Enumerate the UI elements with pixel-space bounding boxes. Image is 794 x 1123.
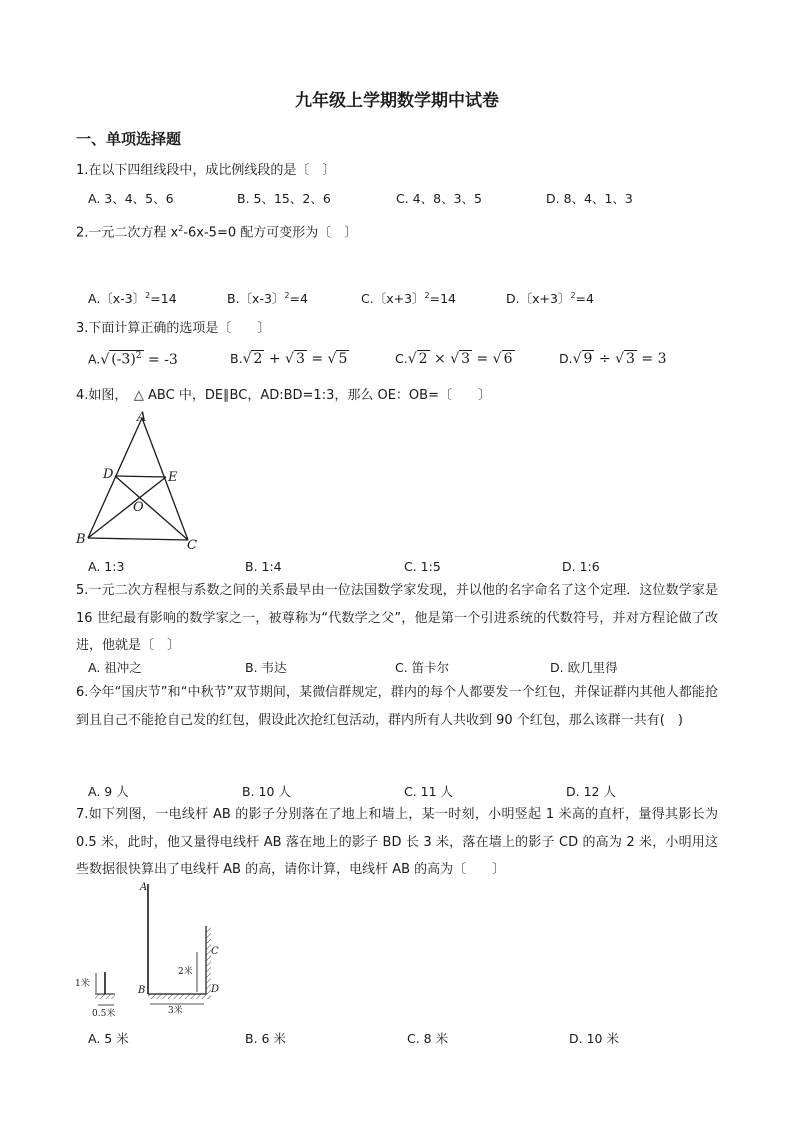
q3-option-a-label: A.	[88, 351, 101, 367]
q6-option-c[interactable]: C. 11 人	[404, 784, 454, 799]
fig7-label-d: D	[211, 984, 220, 995]
q3-option-a[interactable]	[88, 350, 178, 368]
fig7-label-c: C	[211, 946, 219, 957]
q3-b-r2: 3	[295, 351, 305, 367]
sqrt-sign-icon: √	[327, 351, 337, 367]
q3-a-exp: 2	[135, 351, 142, 361]
q3-d-op: ÷	[594, 351, 616, 367]
q2-stem-pre: 2.一元二次方程 x	[76, 225, 179, 241]
q3-stem: 3.下面计算正确的选项是〔 〕	[76, 321, 271, 336]
q4-option-a[interactable]: A. 1:3	[88, 559, 125, 574]
q4-triangle-figure	[70, 408, 210, 553]
q3-a-rest: = -3	[143, 351, 178, 368]
q1-option-b[interactable]: B. 5、15、2、6	[237, 191, 331, 206]
sqrt-sign-icon: √	[492, 351, 502, 367]
fig-line-ac	[142, 418, 188, 540]
page-title: 九年级上学期数学期中试卷	[295, 91, 499, 111]
q2-option-d[interactable]	[506, 289, 594, 307]
q3-option-c-label: C.	[395, 351, 408, 366]
q5-option-b[interactable]: B. 韦达	[245, 660, 287, 675]
q3-a-inner: (-3)	[111, 351, 136, 368]
section-heading: 一、单项选择题	[76, 130, 182, 148]
q7-option-a[interactable]: A. 5 米	[88, 1031, 129, 1046]
q1-option-a[interactable]: A. 3、4、5、6	[88, 191, 174, 206]
q7-stem: 7.如下列图，一电线杆 AB 的影子分别落在了地上和墙上，某一时刻，小明竖起 1 米高的直杆，量得其影长为 0.5 米，此时，他又量得电线杆 AB 落在地上的影子 BD 长 3 米，落在墙上的影子 CD 的高为 2 米，小明用这些数据很快算出了电线杆 AB 的高，请你计算，电线杆 AB 的高为〔 〕	[76, 807, 718, 877]
q4-stem: 4.如图， △ ABC 中，DE∥BC，AD:BD=1:3，那么 OE：OB=〔 〕	[76, 388, 491, 403]
fig-label-c: C	[187, 538, 197, 553]
q2-option-d-post: =4	[575, 291, 594, 306]
q3-c-r3: 6	[503, 351, 513, 367]
fig-label-d: D	[103, 467, 114, 482]
q3-option-d[interactable]	[559, 350, 666, 367]
q3-b-eq: =	[306, 351, 328, 367]
fig7-label-b: B	[138, 985, 146, 996]
fig7-label-1m: 1米	[75, 979, 90, 989]
q4-option-b[interactable]: B. 1:4	[245, 559, 282, 574]
q6-option-b[interactable]: B. 10 人	[242, 784, 291, 799]
q3-option-b[interactable]	[230, 350, 349, 367]
q2-option-c-label: C.〔x+3〕	[361, 291, 425, 306]
q3-d-r1: 9	[583, 351, 593, 367]
q2-option-b-post: =4	[289, 291, 308, 306]
sqrt-sign-icon: √	[615, 351, 625, 367]
q3-d-r2: 3	[626, 351, 635, 367]
q6-stem: 6.今年“国庆节”和“中秋节”双节期间，某微信群规定，群内的每个人都要发一个红包，并保证群内其他人都能抢到且自己不能抢自己发的红包，假设此次抢红包活动，群内所有人共收到 90 个红包，那么该群一共有( )	[76, 685, 718, 728]
q5-option-c[interactable]: C. 笛卡尔	[395, 660, 450, 675]
q2-option-b-sup: 2	[284, 290, 290, 300]
q7-option-b[interactable]: B. 6 米	[245, 1031, 286, 1046]
fig-label-b: B	[76, 532, 86, 547]
fig7-label-05m: 0.5米	[92, 1009, 116, 1019]
q3-option-b-label: B.	[230, 351, 243, 366]
q3-c-r2: 3	[461, 351, 471, 367]
q6-option-a[interactable]: A. 9 人	[88, 784, 129, 799]
q2-option-a-post: =14	[150, 291, 177, 306]
fig7-label-a: A	[140, 882, 148, 893]
fig-small-ground-hatch	[95, 994, 115, 999]
q2-stem-sup: 2	[178, 224, 184, 233]
q2-stem-post: -6x-5=0 配方可变形为〔 〕	[183, 225, 358, 241]
q2-option-d-sup: 2	[570, 290, 576, 300]
q5-stem: 5.一元二次方程根与系数之间的关系最早由一位法国数学家发现，并以他的名字命名了这个定理．这位数学家是 16 世纪最有影响的数学家之一，被尊称为“代数学之父”，他是第一个引进系统的代数符号，并对方程论做了改进，他就是〔 〕	[76, 583, 718, 653]
q1-option-c[interactable]: C. 4、8、3、5	[396, 191, 482, 206]
q2-option-a-label: A.〔x-3〕	[88, 291, 146, 306]
sqrt-sign-icon: √	[242, 351, 252, 367]
q3-b-r3: 5	[338, 351, 348, 367]
q3-c-r1: 2	[418, 351, 428, 367]
q3-d-eq: = 3	[636, 351, 667, 367]
fig-line-de	[115, 476, 166, 477]
q1-stem: 1.在以下四组线段中，成比例线段的是〔 〕	[76, 163, 336, 178]
q2-option-a-sup: 2	[145, 290, 151, 300]
q7-pole-figure	[70, 876, 240, 1024]
q6-option-d[interactable]: D. 12 人	[566, 784, 616, 799]
q4-option-c[interactable]: C. 1:5	[404, 559, 441, 574]
fig-label-a: A	[137, 410, 147, 425]
q7-option-d[interactable]: D. 10 米	[569, 1031, 619, 1046]
q2-option-b[interactable]	[227, 289, 308, 307]
sqrt-sign-icon: √	[285, 351, 294, 367]
q2-option-c-sup: 2	[424, 290, 430, 300]
q2-stem	[76, 215, 357, 246]
q2-option-c[interactable]	[361, 289, 456, 307]
q3-c-op: ×	[429, 351, 451, 367]
fig-label-o: O	[133, 500, 144, 515]
q3-option-d-label: D.	[559, 351, 573, 366]
q2-option-b-label: B.〔x-3〕	[227, 291, 285, 306]
q1-option-d[interactable]: D. 8、4、1、3	[546, 191, 633, 206]
q3-c-eq: =	[472, 351, 493, 367]
sqrt-sign-icon: √	[450, 351, 460, 367]
sqrt-sign-icon: √	[100, 351, 110, 368]
fig7-label-3m: 3米	[168, 1006, 183, 1016]
q5-option-d[interactable]: D. 欧几里得	[550, 660, 618, 675]
fig-line-bc	[88, 538, 188, 540]
sqrt-sign-icon: √	[407, 351, 417, 367]
q3-b-op: +	[264, 351, 286, 367]
q2-option-a[interactable]	[88, 289, 177, 307]
fig-label-e: E	[168, 470, 178, 485]
q2-option-c-post: =14	[429, 291, 457, 306]
q3-option-c[interactable]	[395, 350, 515, 367]
q4-option-d[interactable]: D. 1:6	[562, 559, 600, 574]
fig-line-ab	[88, 418, 142, 538]
q2-option-d-label: D.〔x+3〕	[506, 291, 571, 306]
fig-ground-hatch	[148, 994, 206, 999]
sqrt-sign-icon: √	[572, 351, 582, 367]
q3-b-r1: 2	[253, 351, 263, 367]
fig7-label-2m: 2米	[178, 967, 193, 977]
q5-option-a[interactable]: A. 祖冲之	[88, 660, 142, 675]
q7-option-c[interactable]: C. 8 米	[407, 1031, 449, 1046]
